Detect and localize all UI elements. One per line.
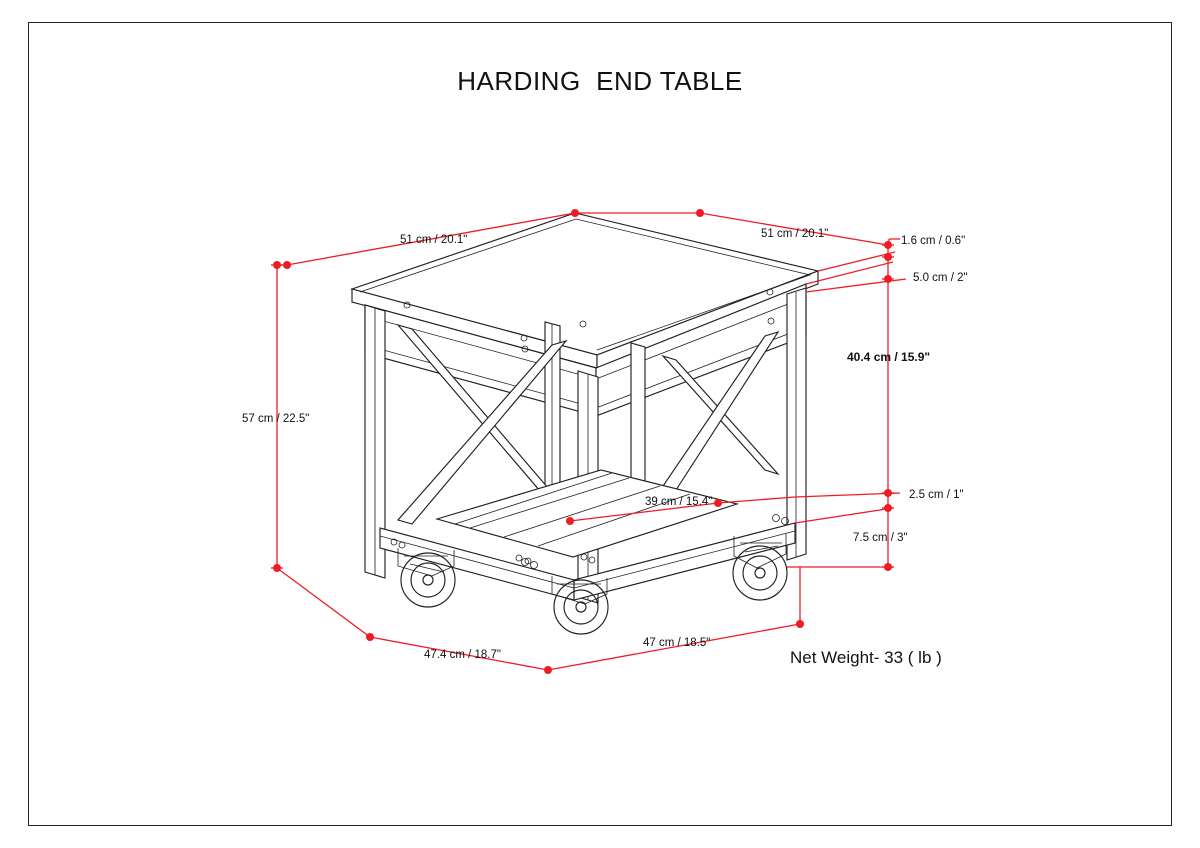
dim-shelf-width: 39 cm / 15.4": [645, 496, 713, 508]
dim-base-depth: 47.4 cm / 18.7": [424, 649, 501, 661]
net-weight-label: Net Weight- 33 ( lb ): [790, 648, 942, 667]
dim-top-thickness: 1.6 cm / 0.6": [901, 235, 966, 247]
dim-overall-height: 57 cm / 22.5": [242, 413, 310, 425]
dim-shelf-thickness: 2.5 cm / 1": [909, 489, 964, 501]
dim-base-width: 47 cm / 18.5": [643, 637, 711, 649]
dim-caster-height: 7.5 cm / 3": [853, 532, 908, 544]
dim-top-depth-right: 51 cm / 20.1": [761, 228, 829, 240]
dim-top-depth-left: 51 cm / 20.1": [400, 234, 468, 246]
page-title: HARDING END TABLE: [457, 66, 743, 96]
dim-clearance-top: 40.4 cm / 15.9": [847, 350, 931, 364]
dim-apron-depth: 5.0 cm / 2": [913, 272, 968, 284]
